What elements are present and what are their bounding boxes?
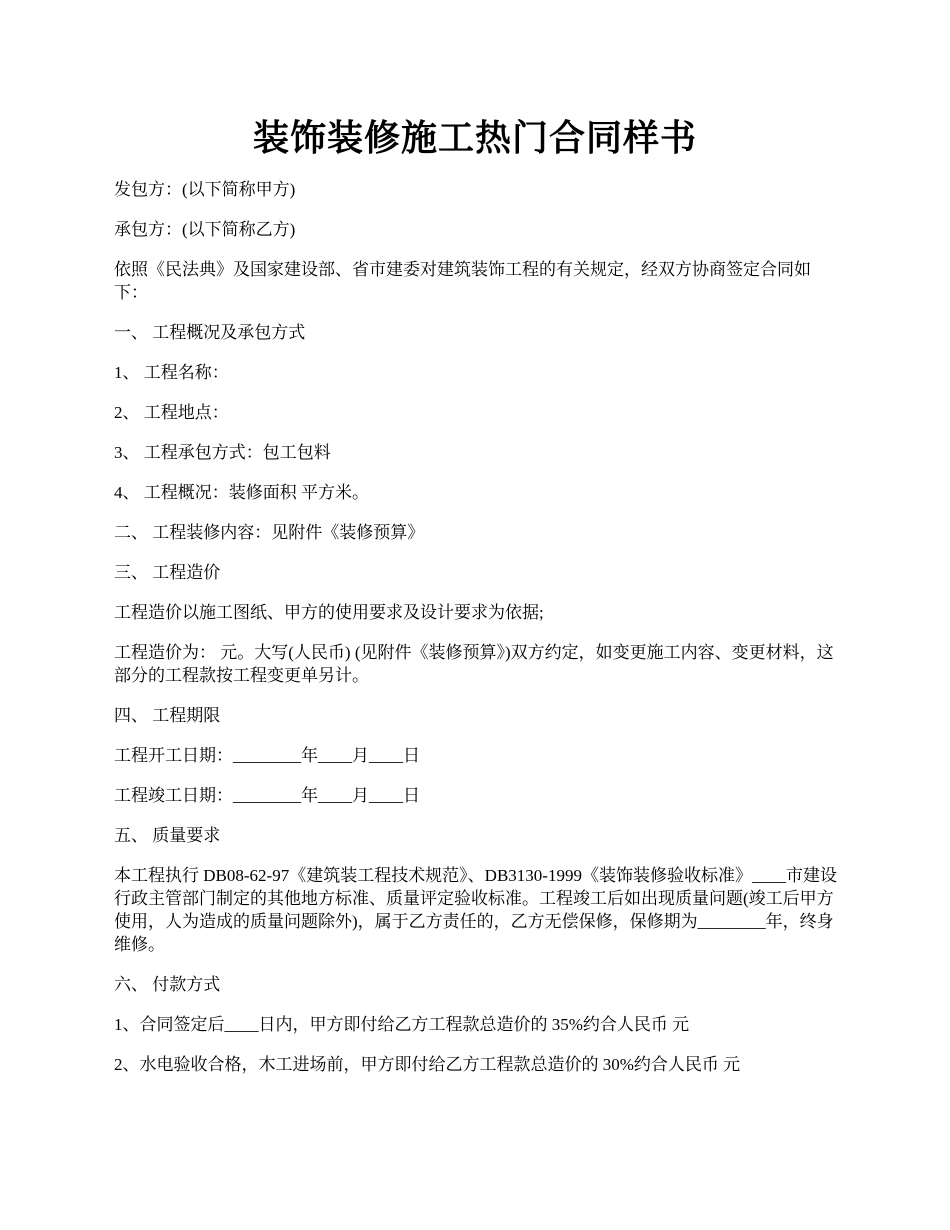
preamble-paragraph: 依照《民法典》及国家建设部、省市建委对建筑装饰工程的有关规定，经双方协商签定合同如下： (114, 260, 811, 302)
clause-item: 3、 工程承包方式：包工包料 (114, 443, 331, 462)
body-paragraph: 工程造价为： 元。大写(人民币) (见附件《装修预算》)双方约定，如变更施工内容、变更材料，这部分的工程款按工程变更单另计。 (114, 643, 834, 685)
body-paragraph: 工程造价以施工图纸、甲方的使用要求及设计要求为依据; (114, 603, 544, 622)
clause-item: 1、 工程名称： (114, 363, 229, 382)
body-paragraph: 本工程执行 DB08-62-97《建筑装工程技术规范》、DB3130-1999《装饰装修验收标准》____市建设行政主管部门制定的其他地方标准、质量评定验收标准。工程竣工后如出现质量问题(竣工后甲方使用，人为造成的质量问题除外)，属于乙方责任的，乙方无偿保修，保修期为________年，终身维修。 (114, 866, 837, 954)
clause-item: 2、 工程地点： (114, 403, 229, 422)
section-heading: 六、 付款方式 (114, 975, 221, 994)
document-title: 装饰装修施工热门合同样书 (252, 118, 697, 158)
clause-item: 4、 工程概况：装修面积 平方米。 (114, 483, 369, 502)
party-a-line: 发包方：(以下简称甲方) (114, 180, 296, 199)
payment-item: 2、水电验收合格，木工进场前，甲方即付给乙方工程款总造价的 30%约合人民币 元 (114, 1055, 741, 1074)
party-b-line: 承包方：(以下简称乙方) (114, 220, 296, 239)
section-heading: 四、 工程期限 (114, 706, 221, 725)
section-heading: 二、 工程装修内容：见附件《装修预算》 (114, 523, 425, 542)
payment-item: 1、合同签定后____日内，甲方即付给乙方工程款总造价的 35%约合人民币 元 (114, 1015, 690, 1034)
section-heading: 一、 工程概况及承包方式 (114, 323, 306, 342)
document-body (114, 178, 840, 1093)
completion-date-line: 工程竣工日期：________年____月____日 (114, 786, 420, 805)
start-date-line: 工程开工日期：________年____月____日 (114, 746, 420, 765)
section-heading: 五、 质量要求 (114, 826, 221, 845)
section-heading: 三、 工程造价 (114, 563, 221, 582)
